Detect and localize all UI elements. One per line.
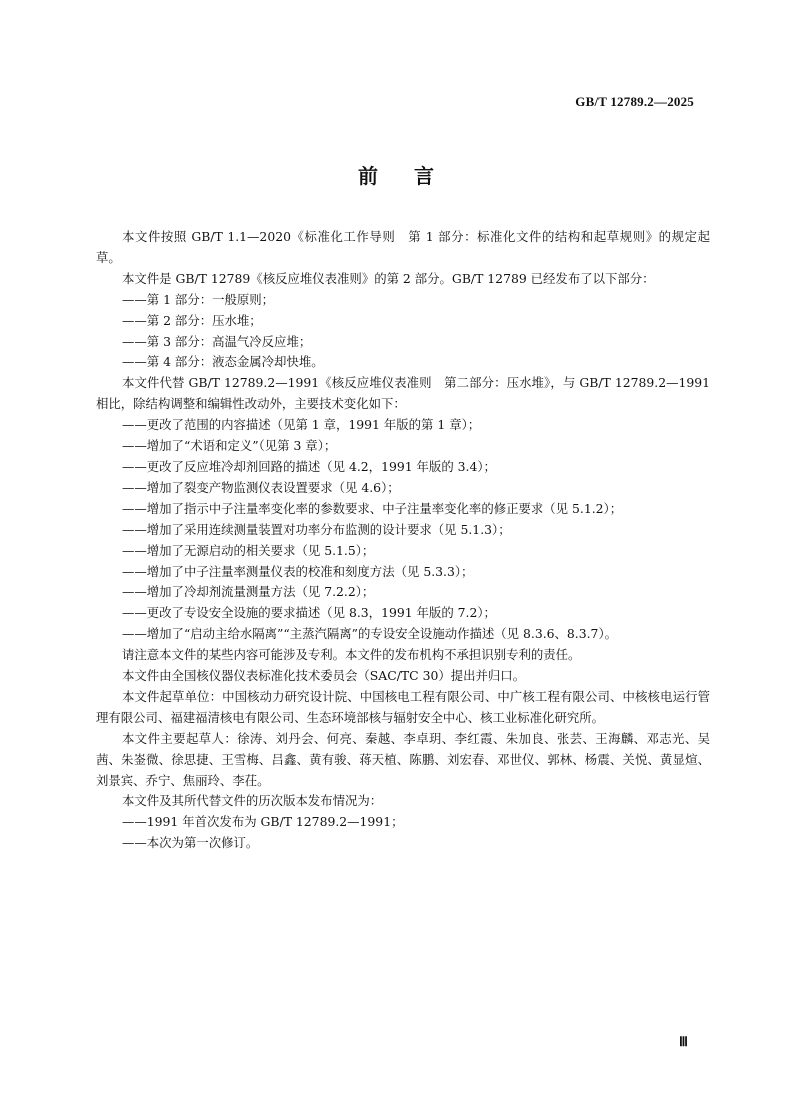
- paragraph: 本文件起草单位：中国核动力研究设计院、中国核电工程有限公司、中广核工程有限公司、中核核电运行管理有限公司、福建福清核电有限公司、生态环境部核与辐射安全中心、核工业标准化研究所。: [96, 688, 710, 725]
- list-item: ——更改了反应堆冷却剂回路的描述（见 4.2，1991 年版的 3.4）；: [122, 458, 496, 474]
- paragraph: 本文件代替 GB/T 12789.2—1991《核反应堆仪表准则 第二部分：压水堆》，与 GB/T 12789.2—1991 相比，除结构调整和编辑性改动外，主要技术变化如下：: [96, 375, 710, 412]
- paragraph: 本文件及其所代替文件的历次版本发布情况为：: [122, 793, 383, 809]
- list-item: ——第 3 部分：高温气冷反应堆；: [122, 333, 312, 349]
- foreword-body: [96, 227, 710, 854]
- paragraph: 本文件由全国核仪器仪表标准化技术委员会（SAC/TC 30）提出并归口。: [122, 668, 526, 684]
- list-item: ——增加了“术语和定义”（见第 3 章）；: [122, 438, 337, 454]
- paragraph: 请注意本文件的某些内容可能涉及专利。本文件的发布机构不承担识别专利的责任。: [122, 647, 581, 663]
- list-item: ——更改了专设安全设施的要求描述（见 8.3，1991 年版的 7.2）；: [122, 605, 496, 621]
- list-item: ——1991 年首次发布为 GB/T 12789.2—1991；: [122, 814, 404, 830]
- list-item: ——增加了中子注量率测量仪表的校准和刻度方法（见 5.3.3）；: [122, 563, 474, 579]
- list-item: ——第 4 部分：液态金属冷却快堆。: [122, 354, 324, 370]
- list-item: ——更改了范围的内容描述（见第 1 章，1991 年版的第 1 章）；: [122, 417, 481, 433]
- page-title: 前言: [358, 164, 470, 188]
- list-item: ——第 1 部分：一般原则；: [122, 291, 275, 307]
- list-item: ——增加了指示中子注量率变化率的参数要求、中子注量率变化率的修正要求（见 5.1.2）；: [122, 500, 623, 516]
- list-item: ——增加了无源启动的相关要求（见 5.1.5）；: [122, 542, 375, 558]
- list-item: ——增加了“启动主给水隔离”“主蒸汽隔离”的专设安全设施动作描述（见 8.3.6、8.3.7）。: [122, 626, 618, 642]
- paragraph: 本文件按照 GB/T 1.1—2020《标准化工作导则 第 1 部分：标准化文件的结构和起草规则》的规定起草。: [96, 229, 710, 265]
- list-item: ——第 2 部分：压水堆；: [122, 312, 262, 328]
- list-item: ——增加了采用连续测量装置对功率分布监测的设计要求（见 5.1.3）；: [122, 521, 511, 537]
- page-number: Ⅲ: [679, 1034, 688, 1049]
- list-item: ——增加了裂变产物监测仪表设置要求（见 4.6）；: [122, 479, 400, 495]
- list-item: ——本次为第一次修订。: [122, 835, 259, 851]
- paragraph: 本文件是 GB/T 12789《核反应堆仪表准则》的第 2 部分。GB/T 12789 已经发布了以下部分：: [122, 270, 655, 286]
- list-item: ——增加了冷却剂流量测量方法（见 7.2.2）；: [122, 584, 375, 600]
- paragraph: 本文件主要起草人：徐涛、刘丹会、何亮、秦越、李卓玥、李红霞、朱加良、张芸、王海麟、邓志光、吴茜、朱崟微、徐思捷、王雪梅、吕鑫、黄有骏、蒋天植、陈鹏、刘宏春、邓世仪、郭林、杨震、关悦、黄显煊、刘景宾、乔宁、焦丽玲、李茌。: [96, 730, 710, 788]
- document-code: GB/T 12789.2—2025: [575, 94, 694, 109]
